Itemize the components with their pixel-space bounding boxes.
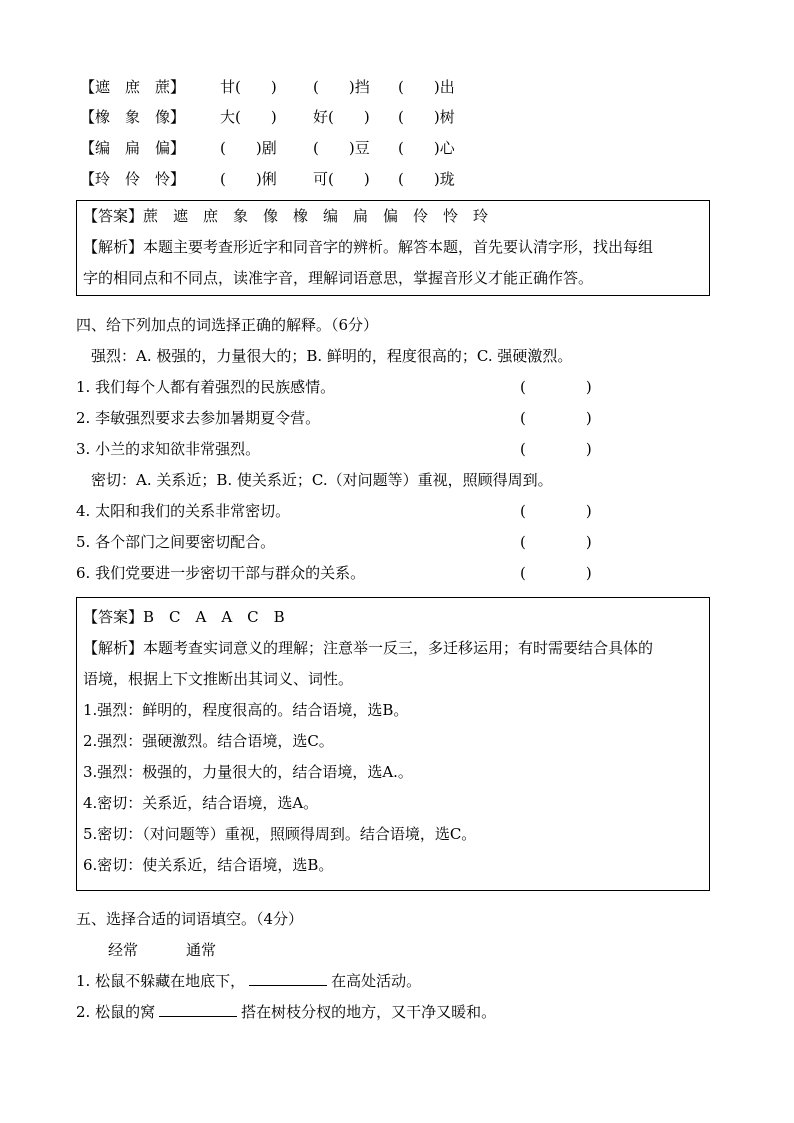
section4-explain-6: 6.密切：使关系近，结合语境，选B。 (83, 856, 334, 874)
row4-item-b: 可( ) (313, 170, 370, 188)
section4-question-6: 6. 我们党要进一步密切干部与群众的关系。 (76, 564, 366, 582)
section4-explain-4: 4.密切：关系近，结合语境，选A。 (83, 794, 319, 812)
section3-answer: 【答案】蔗 遮 庶 象 像 橡 编 扁 偏 伶 怜 玲 (83, 207, 489, 225)
section5-title: 五、选择合适的词语填空。（4分） (76, 910, 304, 928)
row3-item-c: ( )心 (398, 139, 455, 157)
section4-explain-5: 5.密切：（对问题等）重视，照顾得周到。结合语境，选C。 (83, 825, 477, 843)
section4-analysis-line2: 语境，根据上下文推断出其词义、词性。 (83, 670, 354, 688)
section4-question-2: 2. 李敏强烈要求去参加暑期夏令营。 (76, 409, 321, 427)
section4-explain-2: 2.强烈：强硬激烈。结合语境，选C。 (83, 732, 334, 750)
section4-question-1: 1. 我们每个人都有着强烈的民族感情。 (76, 378, 336, 396)
section4-answer: 【答案】B C A A C B (83, 608, 285, 626)
answer-paren-5[interactable]: ( ) (520, 533, 592, 551)
row4-item-a: ( )俐 (220, 170, 277, 188)
section4-explain-1: 1.强烈：鲜明的，程度很高的。结合语境，选B。 (83, 701, 409, 719)
answer-paren-6[interactable]: ( ) (520, 564, 592, 582)
section4-question-4: 4. 太阳和我们的关系非常密切。 (76, 502, 291, 520)
row1-item-b: ( )挡 (313, 78, 370, 96)
section4-def1: 强烈：A. 极强的，力量很大的；B. 鲜明的，程度很高的；C. 强硬激烈。 (91, 347, 573, 365)
section4-title: 四、给下列加点的词选择正确的解释。（6分） (76, 316, 379, 334)
section3-answer-box (76, 200, 710, 296)
section5-word-2: 通常 (186, 941, 217, 959)
row3-item-a: ( )剧 (220, 139, 277, 157)
section5-q2-after: 搭在树枝分杈的地方，又干净又暖和。 (241, 1003, 497, 1021)
section5-question-1 (76, 971, 421, 991)
section4-question-5: 5. 各个部门之间要密切配合。 (76, 533, 276, 551)
answer-paren-2[interactable]: ( ) (520, 409, 592, 427)
section5-q2-before: 2. 松鼠的窝 (76, 1003, 156, 1021)
row1-label: 【遮 庶 蔗】 (80, 78, 186, 96)
row2-label: 【橡 象 像】 (80, 108, 186, 126)
section4-question-3: 3. 小兰的求知欲非常强烈。 (76, 440, 261, 458)
section5-blank-2[interactable] (159, 1002, 237, 1017)
row2-item-a: 大( ) (220, 108, 277, 126)
answer-paren-3[interactable]: ( ) (520, 440, 592, 458)
section5-q1-after: 在高处活动。 (331, 972, 422, 990)
answer-paren-4[interactable]: ( ) (520, 502, 592, 520)
row2-item-b: 好( ) (313, 108, 370, 126)
section3-analysis-line1: 【解析】本题主要考查形近字和同音字的辨析。解答本题，首先要认清字形，找出每组 (83, 238, 654, 256)
row2-item-c: ( )树 (398, 108, 455, 126)
row1-item-a: 甘( ) (220, 78, 277, 96)
row4-label: 【玲 伶 怜】 (80, 170, 186, 188)
row3-label: 【编 扁 偏】 (80, 139, 186, 157)
section5-blank-1[interactable] (249, 971, 327, 986)
answer-paren-1[interactable]: ( ) (520, 378, 592, 396)
row1-item-c: ( )出 (398, 78, 455, 96)
section5-word-1: 经常 (108, 941, 139, 959)
row3-item-b: ( )豆 (313, 139, 370, 157)
section3-analysis-line2: 字的相同点和不同点，读准字音，理解词语意思，掌握音形义才能正确作答。 (83, 269, 594, 287)
section4-explain-3: 3.强烈：极强的，力量很大的，结合语境，选A.。 (83, 763, 413, 781)
section4-def2: 密切：A. 关系近；B. 使关系近；C.（对问题等）重视，照顾得周到。 (91, 471, 553, 489)
row4-item-c: ( )珑 (398, 170, 455, 188)
section4-analysis-line1: 【解析】本题考查实词意义的理解；注意举一反三，多迁移运用；有时需要结合具体的 (83, 639, 654, 657)
section5-q1-before: 1. 松鼠不躲藏在地底下， (76, 972, 246, 990)
section4-answer-box (76, 597, 710, 891)
section5-question-2 (76, 1002, 496, 1022)
